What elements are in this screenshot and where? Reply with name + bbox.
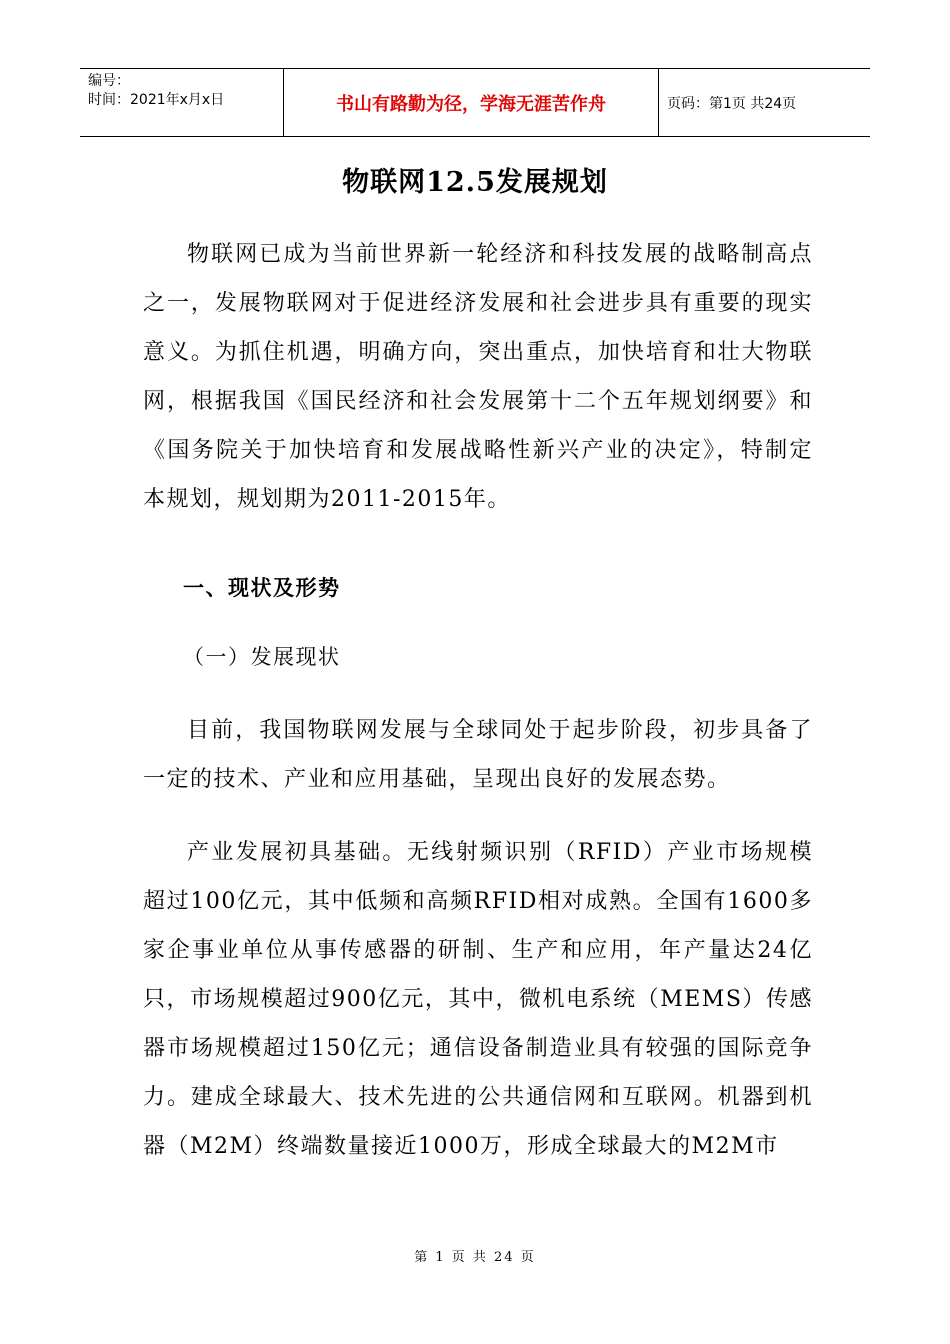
document-body [143,230,813,1171]
page-footer: 第 1 页 共 24 页 [414,1250,536,1265]
header-motto: 书山有路勤为径，学海无涯苦作舟 [283,69,659,136]
body-paragraph: 产业发展初具基础。无线射频识别（RFID）产业市场规模超过100亿元，其中低频和高频RFID相对成熟。全国有1600多家企事业单位从事传感器的研制、生产和应用，年产量达24亿只，市场规模超过900亿元，其中，微机电系统（MEMS）传感器市场规模超过150亿元；通信设备制造业具有较强的国际竞争力。建成全球最大、技术先进的公共通信网和互联网。机器到机器（M2M）终端数量接近1000万，形成全球最大的M2M市 [143,840,813,1159]
document-number-label: 编号： [88,73,130,89]
body-paragraph: 目前，我国物联网发展与全球同处于起步阶段，初步具备了一定的技术、产业和应用基础，呈现出良好的发展态势。 [143,718,813,792]
header-page-info: 页码：第1页 共24页 [667,95,797,112]
document-header [80,68,870,137]
document-title: 物联网12.5发展规划 [342,167,608,198]
section-heading: 一、现状及形势 [183,576,341,600]
subsection-heading: （一）发展现状 [183,645,341,669]
document-time-label: 时间：2021年x月x日 [88,92,225,108]
intro-paragraph: 物联网已成为当前世界新一轮经济和科技发展的战略制高点之一，发展物联网对于促进经济发展和社会进步具有重要的现实意义。为抓住机遇，明确方向，突出重点，加快培育和壮大物联网，根据我国《国民经济和社会发展第十二个五年规划纲要》和《国务院关于加快培育和发展战略性新兴产业的决定》，特制定本规划，规划期为2011-2015年。 [143,242,813,512]
header-meta [80,69,283,136]
